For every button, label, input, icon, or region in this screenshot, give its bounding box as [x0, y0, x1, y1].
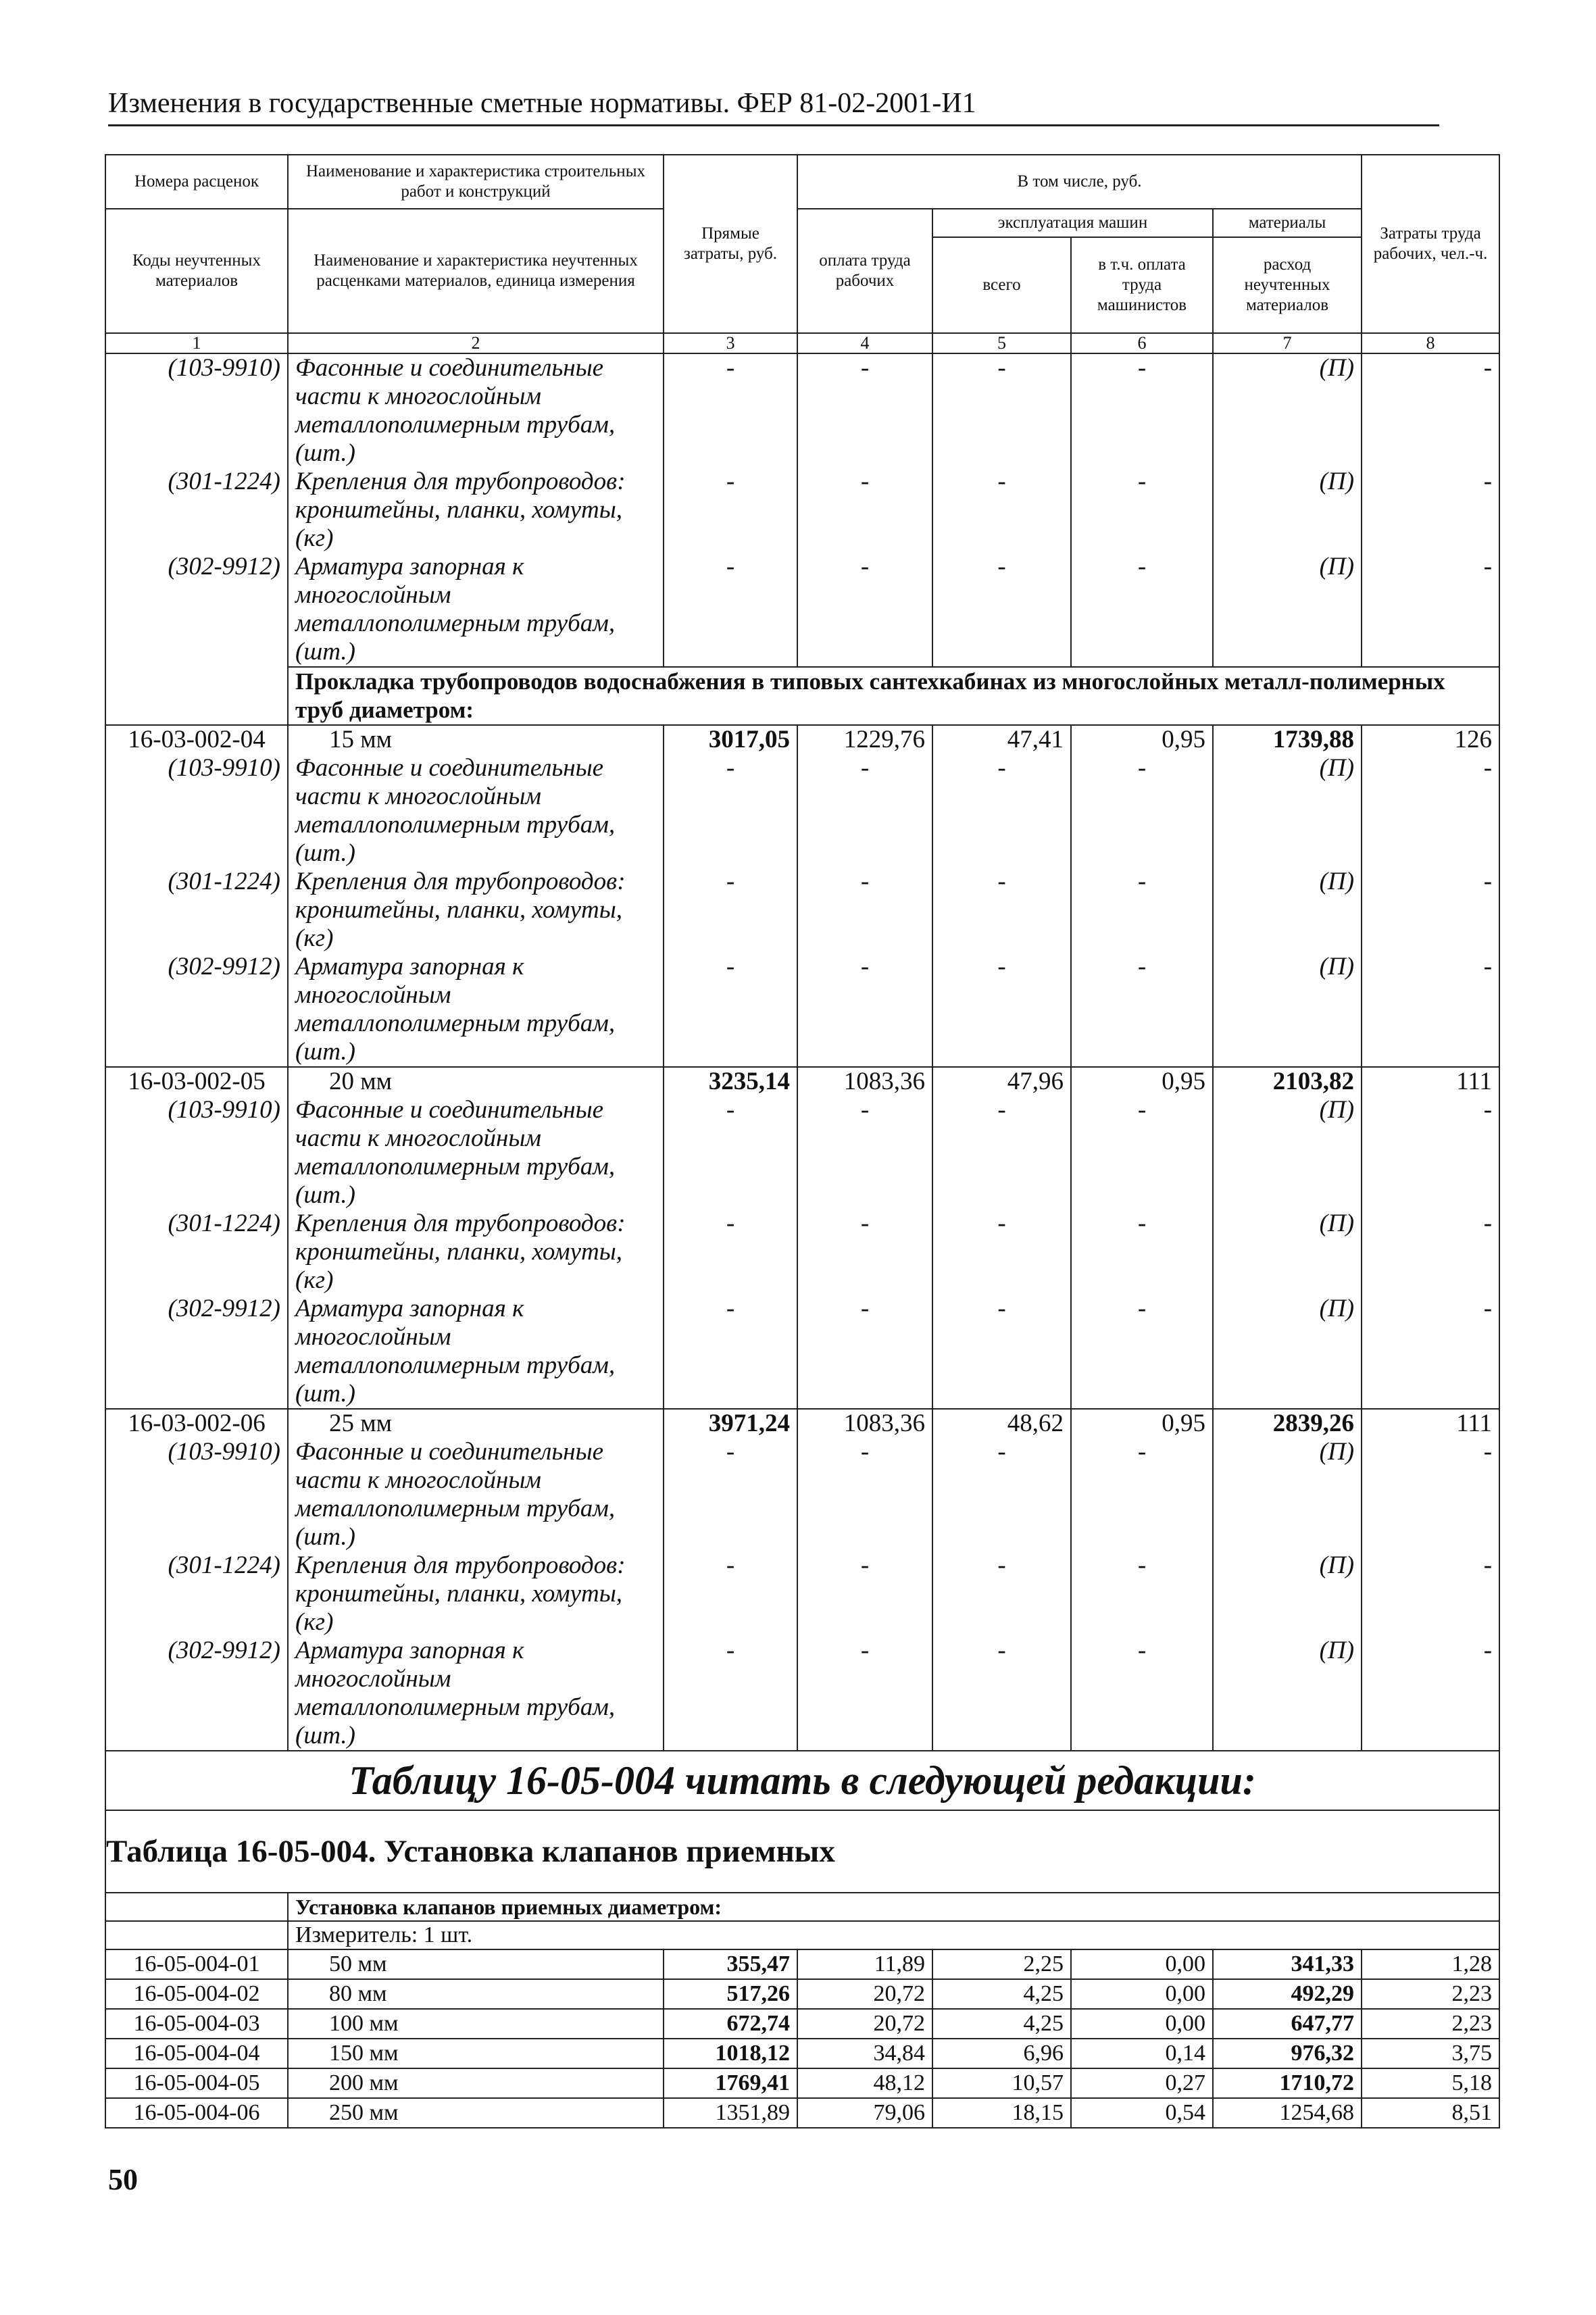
- material-labor-dash: -: [797, 953, 932, 1067]
- material-labor-dash: -: [797, 1438, 932, 1551]
- t2-code: 16-05-004-06: [105, 2098, 288, 2128]
- material-direct-dash: -: [664, 353, 797, 468]
- t2-labor: 20,72: [797, 1979, 932, 2009]
- material-operators-dash: -: [1071, 868, 1213, 953]
- page-header: Изменения в государственные сметные нормативы. ФЕР 81-02-2001-И1: [108, 86, 1439, 126]
- material-operators-dash: -: [1071, 1637, 1213, 1751]
- material-code: (103-9910): [105, 1438, 288, 1551]
- material-operators-dash: -: [1071, 754, 1213, 868]
- material-row: [105, 353, 1499, 468]
- rates-table: [105, 154, 1500, 2129]
- rate-labor: 1083,36: [797, 1409, 932, 1438]
- material-labor-dash: -: [797, 754, 932, 868]
- t2-direct: 672,74: [664, 2009, 797, 2039]
- material-hours-dash: -: [1362, 1438, 1499, 1551]
- material-labor-dash: -: [797, 468, 932, 553]
- material-code: (301-1224): [105, 1551, 288, 1637]
- t2-materials: 492,29: [1213, 1979, 1362, 2009]
- material-code: (302-9912): [105, 953, 288, 1067]
- rate-code: 16-03-002-05: [105, 1067, 288, 1096]
- rate-hours: 111: [1362, 1067, 1499, 1096]
- t2-hours: 2,23: [1362, 1979, 1499, 2009]
- material-name: Крепления для трубопроводов: кронштейны, планки, хомуты, (кг): [288, 1210, 664, 1295]
- rate-name: 20 мм: [288, 1067, 664, 1096]
- material-hours-dash: -: [1362, 1551, 1499, 1637]
- material-operators-dash: -: [1071, 1096, 1213, 1210]
- material-operators-dash: -: [1071, 1438, 1213, 1551]
- material-machines-dash: -: [932, 553, 1071, 667]
- t2-direct: 1769,41: [664, 2068, 797, 2098]
- material-labor-dash: -: [797, 553, 932, 667]
- col-num: 1: [105, 333, 288, 353]
- t2-machines: 4,25: [932, 2009, 1071, 2039]
- material-direct-dash: -: [664, 1295, 797, 1409]
- t2-materials: 1710,72: [1213, 2068, 1362, 2098]
- material-hours-dash: -: [1362, 353, 1499, 468]
- material-operators-dash: -: [1071, 1210, 1213, 1295]
- rate-materials: 2839,26: [1213, 1409, 1362, 1438]
- t2-hours: 1,28: [1362, 1949, 1499, 1979]
- rate-labor: 1229,76: [797, 725, 932, 754]
- material-direct-dash: -: [664, 553, 797, 667]
- material-labor-dash: -: [797, 1637, 932, 1751]
- t2-name: 100 мм: [288, 2009, 664, 2039]
- material-code: (302-9912): [105, 553, 288, 667]
- material-name: Крепления для трубопроводов: кронштейны, планки, хомуты, (кг): [288, 1551, 664, 1637]
- material-hours-dash: -: [1362, 754, 1499, 868]
- material-row: [105, 553, 1499, 667]
- material-machines-dash: -: [932, 1210, 1071, 1295]
- material-direct-dash: -: [664, 754, 797, 868]
- hdr-col4: оплата труда рабочих: [797, 209, 932, 333]
- t2-direct: 355,47: [664, 1949, 797, 1979]
- rate-row: [105, 1409, 1499, 1438]
- hdr-col8: Затраты труда рабочих, чел.-ч.: [1362, 155, 1499, 333]
- t2-operators: 0,27: [1071, 2068, 1213, 2098]
- rate-direct: 3971,24: [664, 1409, 797, 1438]
- material-hours-dash: -: [1362, 1210, 1499, 1295]
- material-row: [105, 1637, 1499, 1751]
- t2-code: 16-05-004-05: [105, 2068, 288, 2098]
- material-rate-p: (П): [1213, 553, 1362, 667]
- col-num: 4: [797, 333, 932, 353]
- material-name: Фасонные и соединительные части к многослойным металлополимерным трубам, (шт.): [288, 353, 664, 468]
- table2-row: [105, 2039, 1499, 2068]
- hdr-col2-bottom: Наименование и характеристика неучтенных расценками материалов, единица измерения: [288, 209, 664, 333]
- table2-measure-blank: [105, 1921, 288, 1949]
- rate-hours: 111: [1362, 1409, 1499, 1438]
- material-hours-dash: -: [1362, 1637, 1499, 1751]
- t2-labor: 11,89: [797, 1949, 932, 1979]
- material-name: Арматура запорная к многослойным металлополимерным трубам, (шт.): [288, 1637, 664, 1751]
- hdr-col5: всего: [932, 237, 1071, 333]
- section-title-row: [105, 667, 1499, 725]
- material-hours-dash: -: [1362, 1096, 1499, 1210]
- material-operators-dash: -: [1071, 953, 1213, 1067]
- material-direct-dash: -: [664, 1438, 797, 1551]
- material-code: (103-9910): [105, 353, 288, 468]
- table2-measure-row: [105, 1921, 1499, 1949]
- table2-subtitle-blank: [105, 1893, 288, 1921]
- table-change-note: Таблицу 16-05-004 читать в следующей редакции:: [105, 1751, 1499, 1810]
- t2-code: 16-05-004-04: [105, 2039, 288, 2068]
- rate-hours: 126: [1362, 725, 1499, 754]
- hdr-col3: Прямые затраты, руб.: [664, 155, 797, 333]
- material-name: Фасонные и соединительные части к многослойным металлополимерным трубам, (шт.): [288, 754, 664, 868]
- material-code: (302-9912): [105, 1637, 288, 1751]
- rate-operators: 0,95: [1071, 1409, 1213, 1438]
- t2-direct: 1018,12: [664, 2039, 797, 2068]
- t2-operators: 0,14: [1071, 2039, 1213, 2068]
- t2-machines: 2,25: [932, 1949, 1071, 1979]
- material-rate-p: (П): [1213, 468, 1362, 553]
- col-num: 7: [1213, 333, 1362, 353]
- table2-title: Таблица 16-05-004. Установка клапанов приемных: [105, 1810, 1499, 1893]
- rate-row: [105, 725, 1499, 754]
- rate-operators: 0,95: [1071, 725, 1213, 754]
- material-row: [105, 1438, 1499, 1551]
- hdr-col2-top: Наименование и характеристика строительных работ и конструкций: [288, 155, 664, 209]
- material-hours-dash: -: [1362, 468, 1499, 553]
- table2-subtitle-row: [105, 1893, 1499, 1921]
- material-name: Крепления для трубопроводов: кронштейны, планки, хомуты, (кг): [288, 868, 664, 953]
- material-name: Арматура запорная к многослойным металлополимерным трубам, (шт.): [288, 553, 664, 667]
- material-rate-p: (П): [1213, 868, 1362, 953]
- material-rate-p: (П): [1213, 1210, 1362, 1295]
- material-direct-dash: -: [664, 1637, 797, 1751]
- col-num: 2: [288, 333, 664, 353]
- rate-machines: 47,41: [932, 725, 1071, 754]
- rates-table-wrap: [105, 154, 1499, 2129]
- t2-code: 16-05-004-02: [105, 1979, 288, 2009]
- material-machines-dash: -: [932, 953, 1071, 1067]
- t2-labor: 34,84: [797, 2039, 932, 2068]
- material-code: (301-1224): [105, 868, 288, 953]
- t2-code: 16-05-004-03: [105, 2009, 288, 2039]
- rate-row: [105, 1067, 1499, 1096]
- material-row: [105, 1210, 1499, 1295]
- material-machines-dash: -: [932, 1551, 1071, 1637]
- col-num: 3: [664, 333, 797, 353]
- t2-direct: 517,26: [664, 1979, 797, 2009]
- t2-direct: 1351,89: [664, 2098, 797, 2128]
- material-direct-dash: -: [664, 1096, 797, 1210]
- material-labor-dash: -: [797, 1295, 932, 1409]
- material-code: (103-9910): [105, 1096, 288, 1210]
- rate-direct: 3235,14: [664, 1067, 797, 1096]
- material-labor-dash: -: [797, 1551, 932, 1637]
- t2-name: 150 мм: [288, 2039, 664, 2068]
- page-number: 50: [108, 2163, 138, 2196]
- material-row: [105, 1551, 1499, 1637]
- material-labor-dash: -: [797, 353, 932, 468]
- material-operators-dash: -: [1071, 353, 1213, 468]
- t2-labor: 20,72: [797, 2009, 932, 2039]
- material-name: Арматура запорная к многослойным металлополимерным трубам, (шт.): [288, 953, 664, 1067]
- table2-row: [105, 2068, 1499, 2098]
- table2-row: [105, 1949, 1499, 1979]
- material-machines-dash: -: [932, 1295, 1071, 1409]
- t2-hours: 8,51: [1362, 2098, 1499, 2128]
- table2-row: [105, 2009, 1499, 2039]
- t2-materials: 1254,68: [1213, 2098, 1362, 2128]
- rate-machines: 47,96: [932, 1067, 1071, 1096]
- material-rate-p: (П): [1213, 1096, 1362, 1210]
- material-rate-p: (П): [1213, 1551, 1362, 1637]
- section-title: Прокладка трубопроводов водоснабжения в типовых сантехкабинах из многослойных металл-полимерных труб диаметром:: [288, 667, 1499, 725]
- rate-name: 15 мм: [288, 725, 664, 754]
- t2-labor: 48,12: [797, 2068, 932, 2098]
- material-machines-dash: -: [932, 1438, 1071, 1551]
- material-direct-dash: -: [664, 953, 797, 1067]
- hdr-col1-top: Номера расценок: [105, 155, 288, 209]
- material-rate-p: (П): [1213, 754, 1362, 868]
- material-rate-p: (П): [1213, 1295, 1362, 1409]
- hdr-machines: эксплуатация машин: [932, 209, 1213, 237]
- rate-direct: 3017,05: [664, 725, 797, 754]
- material-name: Арматура запорная к многослойным металлополимерным трубам, (шт.): [288, 1295, 664, 1409]
- material-row: [105, 868, 1499, 953]
- material-machines-dash: -: [932, 353, 1071, 468]
- material-machines-dash: -: [932, 1096, 1071, 1210]
- col-num: 8: [1362, 333, 1499, 353]
- t2-hours: 3,75: [1362, 2039, 1499, 2068]
- material-rate-p: (П): [1213, 353, 1362, 468]
- rate-labor: 1083,36: [797, 1067, 932, 1096]
- t2-hours: 5,18: [1362, 2068, 1499, 2098]
- t2-operators: 0,54: [1071, 2098, 1213, 2128]
- t2-operators: 0,00: [1071, 1979, 1213, 2009]
- t2-name: 80 мм: [288, 1979, 664, 2009]
- t2-operators: 0,00: [1071, 2009, 1213, 2039]
- material-labor-dash: -: [797, 868, 932, 953]
- material-operators-dash: -: [1071, 1551, 1213, 1637]
- hdr-col6: в т.ч. оплата труда машинистов: [1071, 237, 1213, 333]
- material-rate-p: (П): [1213, 1438, 1362, 1551]
- t2-materials: 976,32: [1213, 2039, 1362, 2068]
- t2-machines: 4,25: [932, 1979, 1071, 2009]
- material-row: [105, 1096, 1499, 1210]
- material-operators-dash: -: [1071, 553, 1213, 667]
- material-hours-dash: -: [1362, 1295, 1499, 1409]
- t2-machines: 6,96: [932, 2039, 1071, 2068]
- t2-materials: 341,33: [1213, 1949, 1362, 1979]
- material-name: Фасонные и соединительные части к многослойным металлополимерным трубам, (шт.): [288, 1438, 664, 1551]
- material-name: Крепления для трубопроводов: кронштейны, планки, хомуты, (кг): [288, 468, 664, 553]
- material-operators-dash: -: [1071, 1295, 1213, 1409]
- table2-title-row: [105, 1810, 1499, 1893]
- rate-materials: 1739,88: [1213, 725, 1362, 754]
- t2-labor: 79,06: [797, 2098, 932, 2128]
- table2-row: [105, 2098, 1499, 2128]
- section-title-blank: [105, 667, 288, 725]
- material-hours-dash: -: [1362, 553, 1499, 667]
- material-direct-dash: -: [664, 1551, 797, 1637]
- material-machines-dash: -: [932, 1637, 1071, 1751]
- t2-hours: 2,23: [1362, 2009, 1499, 2039]
- material-code: (103-9910): [105, 754, 288, 868]
- material-hours-dash: -: [1362, 953, 1499, 1067]
- rate-operators: 0,95: [1071, 1067, 1213, 1096]
- table2-row: [105, 1979, 1499, 2009]
- t2-name: 200 мм: [288, 2068, 664, 2098]
- material-rate-p: (П): [1213, 1637, 1362, 1751]
- material-row: [105, 468, 1499, 553]
- material-hours-dash: -: [1362, 868, 1499, 953]
- material-row: [105, 1295, 1499, 1409]
- rate-machines: 48,62: [932, 1409, 1071, 1438]
- material-code: (301-1224): [105, 468, 288, 553]
- t2-machines: 18,15: [932, 2098, 1071, 2128]
- rate-code: 16-03-002-04: [105, 725, 288, 754]
- material-machines-dash: -: [932, 868, 1071, 953]
- hdr-group: В том числе, руб.: [797, 155, 1362, 209]
- rate-materials: 2103,82: [1213, 1067, 1362, 1096]
- col-num: 5: [932, 333, 1071, 353]
- material-direct-dash: -: [664, 1210, 797, 1295]
- t2-name: 250 мм: [288, 2098, 664, 2128]
- t2-operators: 0,00: [1071, 1949, 1213, 1979]
- table2-measure: Измеритель: 1 шт.: [288, 1921, 1499, 1949]
- t2-code: 16-05-004-01: [105, 1949, 288, 1979]
- material-labor-dash: -: [797, 1096, 932, 1210]
- material-machines-dash: -: [932, 754, 1071, 868]
- hdr-materials: материалы: [1213, 209, 1362, 237]
- note-row: [105, 1751, 1499, 1810]
- material-direct-dash: -: [664, 468, 797, 553]
- t2-machines: 10,57: [932, 2068, 1071, 2098]
- material-name: Фасонные и соединительные части к многослойным металлополимерным трубам, (шт.): [288, 1096, 664, 1210]
- hdr-col7: расход неучтенных материалов: [1213, 237, 1362, 333]
- table2-subtitle: Установка клапанов приемных диаметром:: [288, 1893, 1499, 1921]
- material-row: [105, 754, 1499, 868]
- rate-name: 25 мм: [288, 1409, 664, 1438]
- col-num: 6: [1071, 333, 1213, 353]
- material-row: [105, 953, 1499, 1067]
- t2-name: 50 мм: [288, 1949, 664, 1979]
- material-code: (302-9912): [105, 1295, 288, 1409]
- material-direct-dash: -: [664, 868, 797, 953]
- material-operators-dash: -: [1071, 468, 1213, 553]
- material-machines-dash: -: [932, 468, 1071, 553]
- t2-materials: 647,77: [1213, 2009, 1362, 2039]
- material-rate-p: (П): [1213, 953, 1362, 1067]
- material-code: (301-1224): [105, 1210, 288, 1295]
- rate-code: 16-03-002-06: [105, 1409, 288, 1438]
- hdr-col1-bottom: Коды неучтенных материалов: [105, 209, 288, 333]
- material-labor-dash: -: [797, 1210, 932, 1295]
